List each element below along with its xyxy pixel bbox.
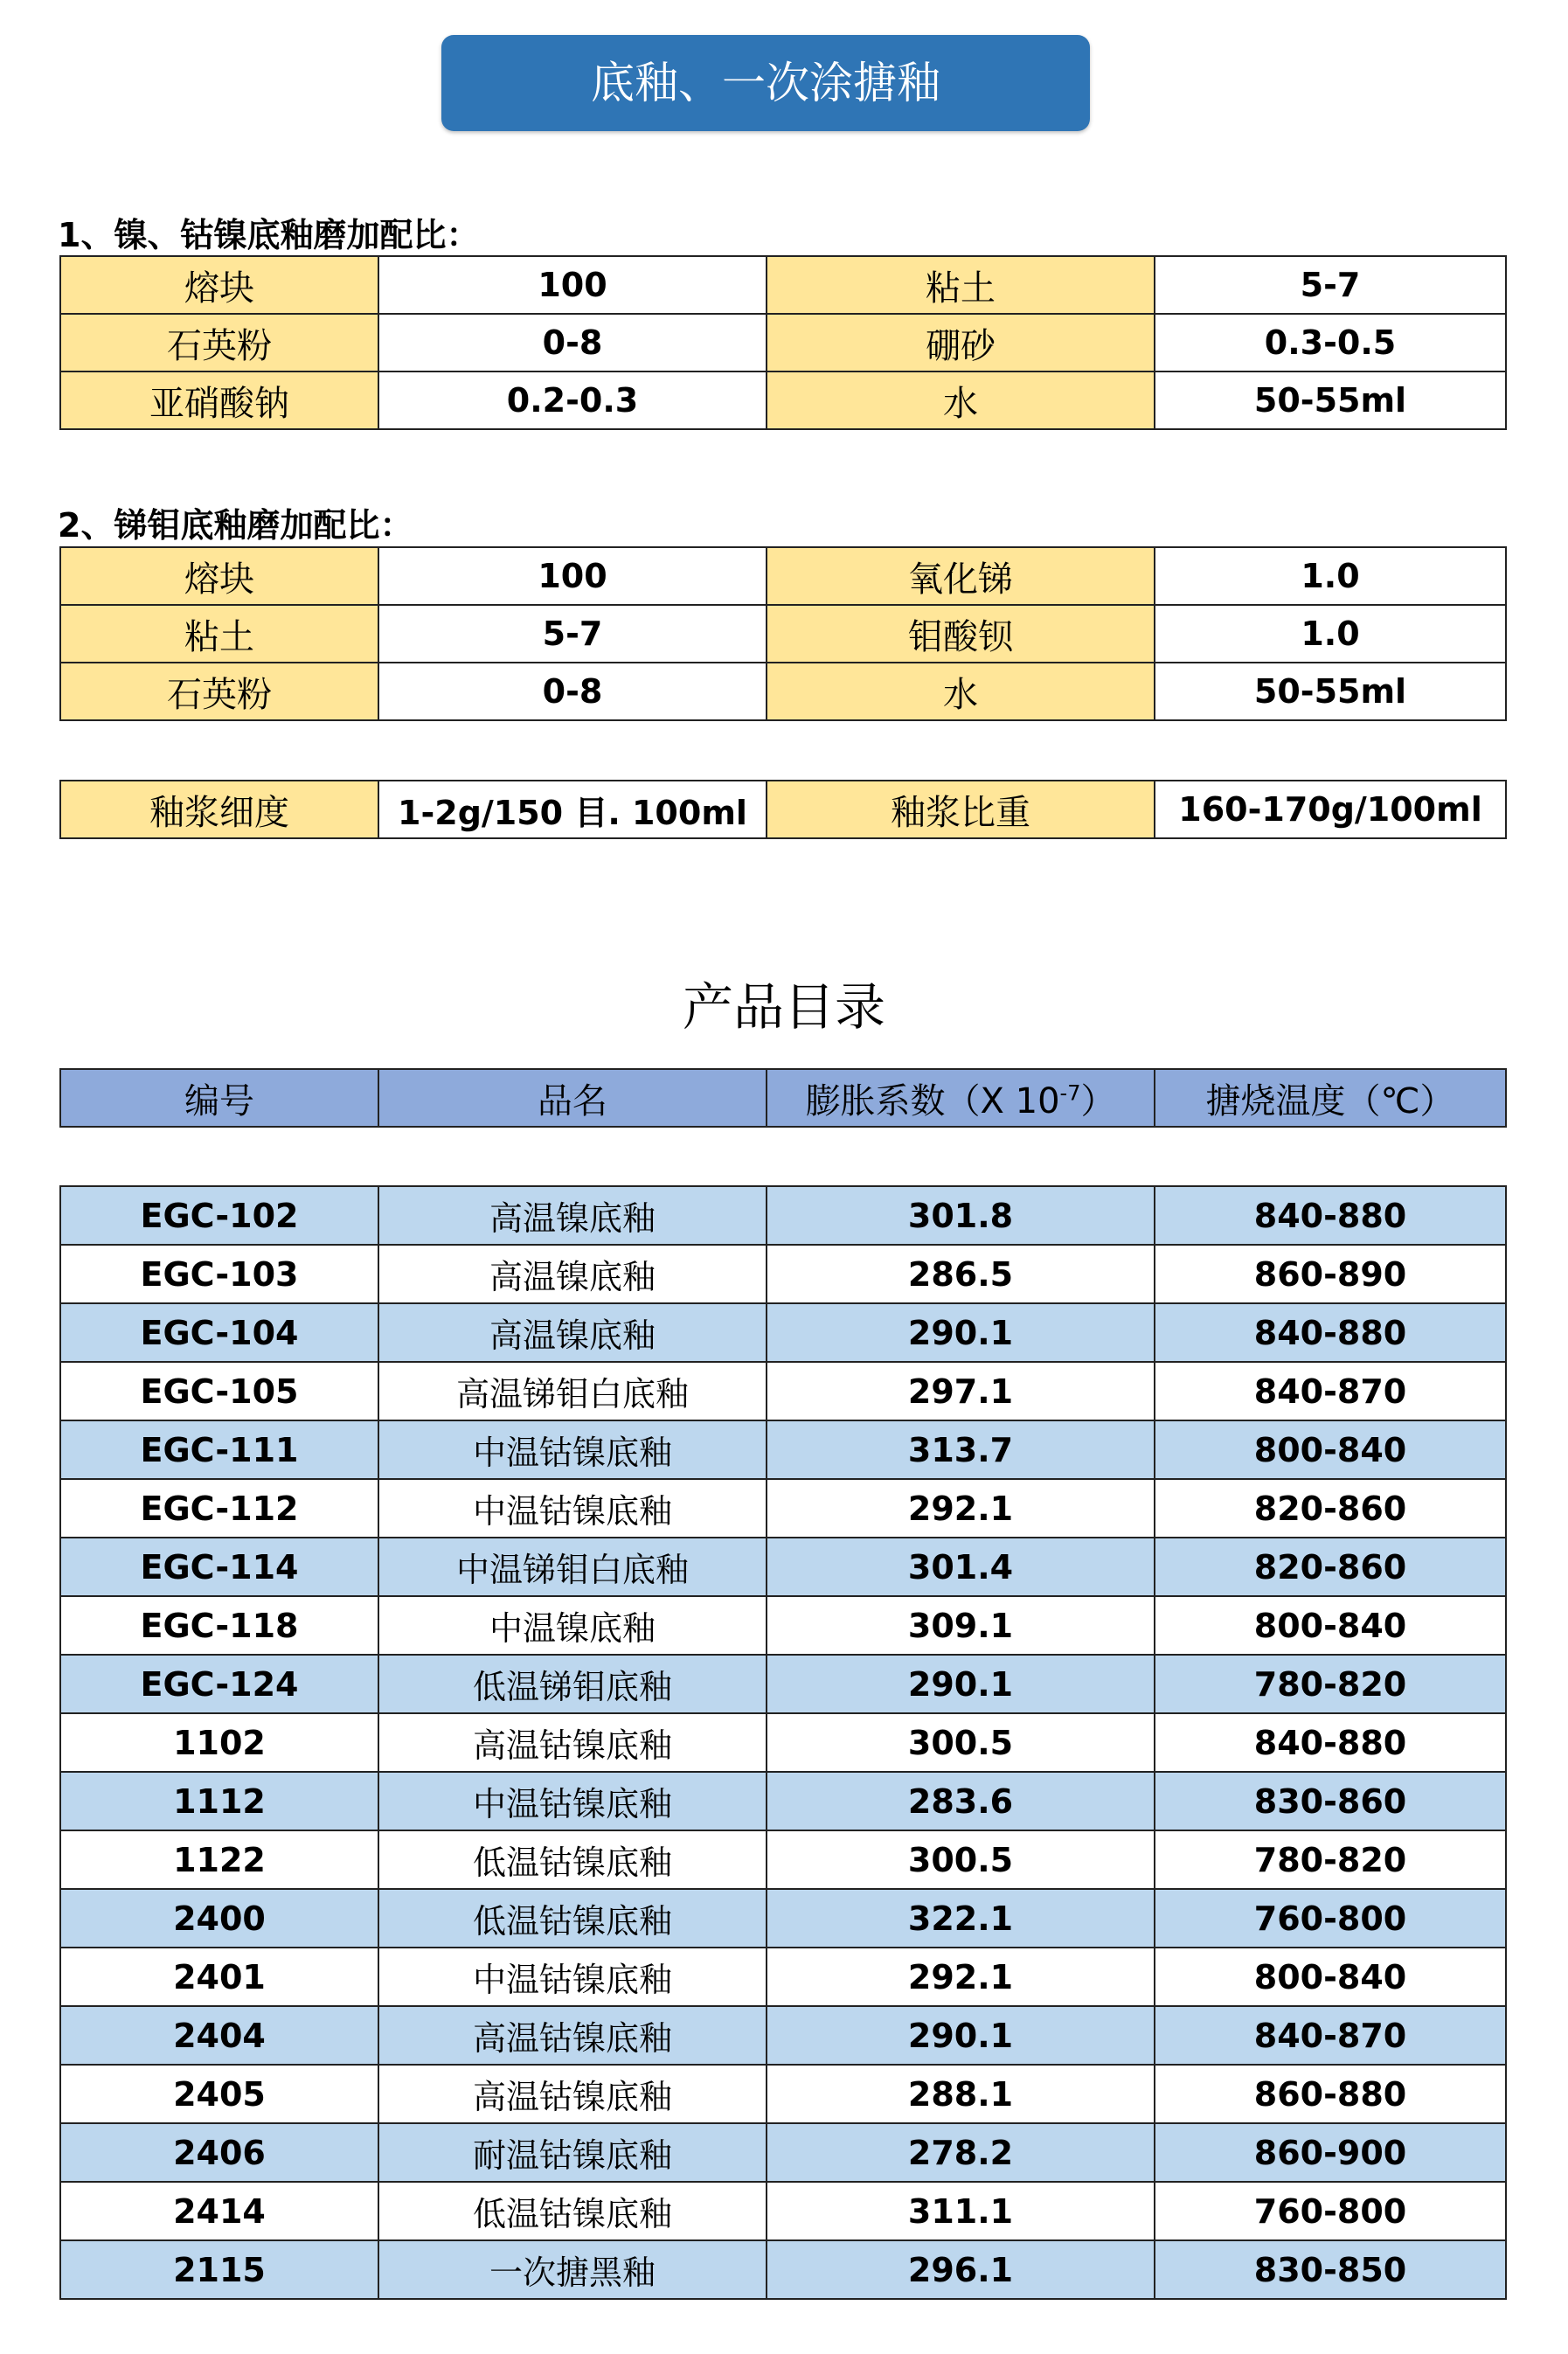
- expansion-label: 膨胀系数（X 10: [805, 1080, 1060, 1121]
- firing-temperature: 760-800: [1155, 2182, 1506, 2240]
- ingredient-name: 钼酸钡: [767, 605, 1155, 663]
- ingredient-name: 水: [767, 372, 1155, 429]
- ingredient-amount: 100: [378, 256, 767, 314]
- expansion-coefficient: 322.1: [767, 1889, 1155, 1948]
- product-code: 1102: [60, 1713, 378, 1772]
- expansion-coefficient: 290.1: [767, 1655, 1155, 1713]
- table-row: [60, 2006, 1506, 2065]
- ingredient-amount: 1.0: [1155, 605, 1506, 663]
- expansion-coefficient: 283.6: [767, 1772, 1155, 1830]
- firing-temperature: 780-820: [1155, 1830, 1506, 1889]
- table-row: [60, 2182, 1506, 2240]
- firing-temperature: 780-820: [1155, 1655, 1506, 1713]
- ingredient-amount: 100: [378, 547, 767, 605]
- product-name: 高温镍底釉: [378, 1245, 767, 1303]
- product-name: 中温钴镍底釉: [378, 1948, 767, 2006]
- slurry-fineness-value: 1-2g/150 目. 100ml: [378, 781, 767, 838]
- ingredient-amount: 1.0: [1155, 547, 1506, 605]
- product-name: 一次搪黑釉: [378, 2240, 767, 2299]
- expansion-coefficient: 296.1: [767, 2240, 1155, 2299]
- expansion-coefficient: 311.1: [767, 2182, 1155, 2240]
- ingredient-amount: 50-55ml: [1155, 663, 1506, 720]
- expansion-coefficient: 286.5: [767, 1245, 1155, 1303]
- ingredient-name: 熔块: [60, 256, 378, 314]
- product-code: EGC-102: [60, 1186, 378, 1245]
- section2-title: 2、锑钼底釉磨加配比：: [58, 506, 413, 545]
- product-code: 2406: [60, 2123, 378, 2182]
- expansion-coefficient: 300.5: [767, 1830, 1155, 1889]
- expansion-coefficient: 290.1: [767, 1303, 1155, 1362]
- slurry-density-value: 160-170g/100ml: [1155, 781, 1506, 838]
- ingredient-amount: 5-7: [1155, 256, 1506, 314]
- firing-temperature: 840-880: [1155, 1713, 1506, 1772]
- ingredient-name: 粘土: [60, 605, 378, 663]
- product-code: 2400: [60, 1889, 378, 1948]
- product-name: 高温镍底釉: [378, 1186, 767, 1245]
- product-code: EGC-124: [60, 1655, 378, 1713]
- expansion-coefficient: 301.8: [767, 1186, 1155, 1245]
- ingredient-name: 硼砂: [767, 314, 1155, 372]
- table-row: [60, 1655, 1506, 1713]
- table-row: [60, 1245, 1506, 1303]
- table-row: [60, 781, 1506, 838]
- expansion-exponent: -7: [1059, 1080, 1081, 1106]
- product-code: 2414: [60, 2182, 378, 2240]
- product-code: EGC-105: [60, 1362, 378, 1420]
- ingredient-name: 氧化锑: [767, 547, 1155, 605]
- table-row: [60, 547, 1506, 605]
- product-code: EGC-103: [60, 1245, 378, 1303]
- table-row: [60, 1538, 1506, 1596]
- firing-temperature: 860-880: [1155, 2065, 1506, 2123]
- product-name: 高温镍底釉: [378, 1303, 767, 1362]
- table-row: [60, 1596, 1506, 1655]
- ingredient-amount: 0.2-0.3: [378, 372, 767, 429]
- table-header-row: [60, 1069, 1506, 1127]
- product-name: 低温钴镍底釉: [378, 2182, 767, 2240]
- section1-table: [59, 255, 1507, 430]
- product-code: 2115: [60, 2240, 378, 2299]
- expansion-coefficient: 309.1: [767, 1596, 1155, 1655]
- product-name: 中温钴镍底釉: [378, 1479, 767, 1538]
- expansion-coefficient: 290.1: [767, 2006, 1155, 2065]
- table-row: [60, 372, 1506, 429]
- section2-table: [59, 546, 1507, 721]
- product-code: EGC-112: [60, 1479, 378, 1538]
- product-code: 1112: [60, 1772, 378, 1830]
- catalog-title: 产品目录: [682, 977, 885, 1037]
- firing-temperature: 800-840: [1155, 1948, 1506, 2006]
- product-name: 高温钴镍底釉: [378, 2006, 767, 2065]
- ingredient-amount: 0.3-0.5: [1155, 314, 1506, 372]
- ingredient-name: 石英粉: [60, 314, 378, 372]
- ingredient-amount: 0-8: [378, 314, 767, 372]
- expansion-coefficient: 301.4: [767, 1538, 1155, 1596]
- product-code: EGC-104: [60, 1303, 378, 1362]
- product-name: 高温钴镍底釉: [378, 2065, 767, 2123]
- table-row: [60, 1772, 1506, 1830]
- table-row: [60, 1362, 1506, 1420]
- catalog-table: [59, 1185, 1507, 2300]
- product-name: 耐温钴镍底釉: [378, 2123, 767, 2182]
- product-name: 低温钴镍底釉: [378, 1889, 767, 1948]
- firing-temperature: 830-860: [1155, 1772, 1506, 1830]
- product-name: 中温钴镍底釉: [378, 1420, 767, 1479]
- table-row: [60, 2240, 1506, 2299]
- firing-temperature: 860-900: [1155, 2123, 1506, 2182]
- product-name: 中温钴镍底釉: [378, 1772, 767, 1830]
- product-name: 高温钴镍底釉: [378, 1713, 767, 1772]
- table-row: [60, 1830, 1506, 1889]
- product-code: 1122: [60, 1830, 378, 1889]
- product-code: 2404: [60, 2006, 378, 2065]
- expansion-coefficient: 292.1: [767, 1479, 1155, 1538]
- ingredient-amount: 0-8: [378, 663, 767, 720]
- firing-temperature: 840-880: [1155, 1303, 1506, 1362]
- catalog-header: [59, 1068, 1507, 1128]
- table-row: [60, 1303, 1506, 1362]
- table-row: [60, 314, 1506, 372]
- firing-temperature: 800-840: [1155, 1596, 1506, 1655]
- column-header-name: 品名: [378, 1069, 767, 1127]
- ingredient-name: 水: [767, 663, 1155, 720]
- product-name: 中温锑钼白底釉: [378, 1538, 767, 1596]
- table-row: [60, 1889, 1506, 1948]
- table-row: [60, 256, 1506, 314]
- column-header-expansion: [767, 1069, 1155, 1127]
- expansion-coefficient: 288.1: [767, 2065, 1155, 2123]
- firing-temperature: 760-800: [1155, 1889, 1506, 1948]
- ingredient-amount: 50-55ml: [1155, 372, 1506, 429]
- ingredient-name: 熔块: [60, 547, 378, 605]
- slurry-table: [59, 780, 1507, 839]
- product-code: 2405: [60, 2065, 378, 2123]
- table-row: [60, 1186, 1506, 1245]
- product-name: 中温镍底釉: [378, 1596, 767, 1655]
- firing-temperature: 840-870: [1155, 2006, 1506, 2065]
- banner-title: 底釉、一次涂搪釉: [441, 35, 1090, 131]
- ingredient-name: 石英粉: [60, 663, 378, 720]
- expansion-coefficient: 278.2: [767, 2123, 1155, 2182]
- table-row: [60, 663, 1506, 720]
- firing-temperature: 820-860: [1155, 1479, 1506, 1538]
- product-code: 2401: [60, 1948, 378, 2006]
- firing-temperature: 830-850: [1155, 2240, 1506, 2299]
- product-name: 高温锑钼白底釉: [378, 1362, 767, 1420]
- slurry-fineness-label: 釉浆细度: [60, 781, 378, 838]
- ingredient-amount: 5-7: [378, 605, 767, 663]
- expansion-coefficient: 292.1: [767, 1948, 1155, 2006]
- firing-temperature: 800-840: [1155, 1420, 1506, 1479]
- table-row: [60, 2123, 1506, 2182]
- section1-title: 1、镍、钴镍底釉磨加配比：: [58, 216, 480, 254]
- ingredient-name: 粘土: [767, 256, 1155, 314]
- expansion-coefficient: 297.1: [767, 1362, 1155, 1420]
- column-header-temperature: 搪烧温度（℃）: [1155, 1069, 1506, 1127]
- column-header-code: 编号: [60, 1069, 378, 1127]
- firing-temperature: 860-890: [1155, 1245, 1506, 1303]
- slurry-density-label: 釉浆比重: [767, 781, 1155, 838]
- expansion-coefficient: 313.7: [767, 1420, 1155, 1479]
- table-row: [60, 1948, 1506, 2006]
- table-row: [60, 1713, 1506, 1772]
- table-row: [60, 1420, 1506, 1479]
- expansion-coefficient: 300.5: [767, 1713, 1155, 1772]
- table-row: [60, 2065, 1506, 2123]
- firing-temperature: 820-860: [1155, 1538, 1506, 1596]
- product-name: 低温钴镍底釉: [378, 1830, 767, 1889]
- product-code: EGC-111: [60, 1420, 378, 1479]
- table-row: [60, 1479, 1506, 1538]
- product-code: EGC-118: [60, 1596, 378, 1655]
- product-code: EGC-114: [60, 1538, 378, 1596]
- firing-temperature: 840-880: [1155, 1186, 1506, 1245]
- firing-temperature: 840-870: [1155, 1362, 1506, 1420]
- ingredient-name: 亚硝酸钠: [60, 372, 378, 429]
- product-name: 低温锑钼底釉: [378, 1655, 767, 1713]
- expansion-close: ）: [1080, 1080, 1116, 1121]
- table-row: [60, 605, 1506, 663]
